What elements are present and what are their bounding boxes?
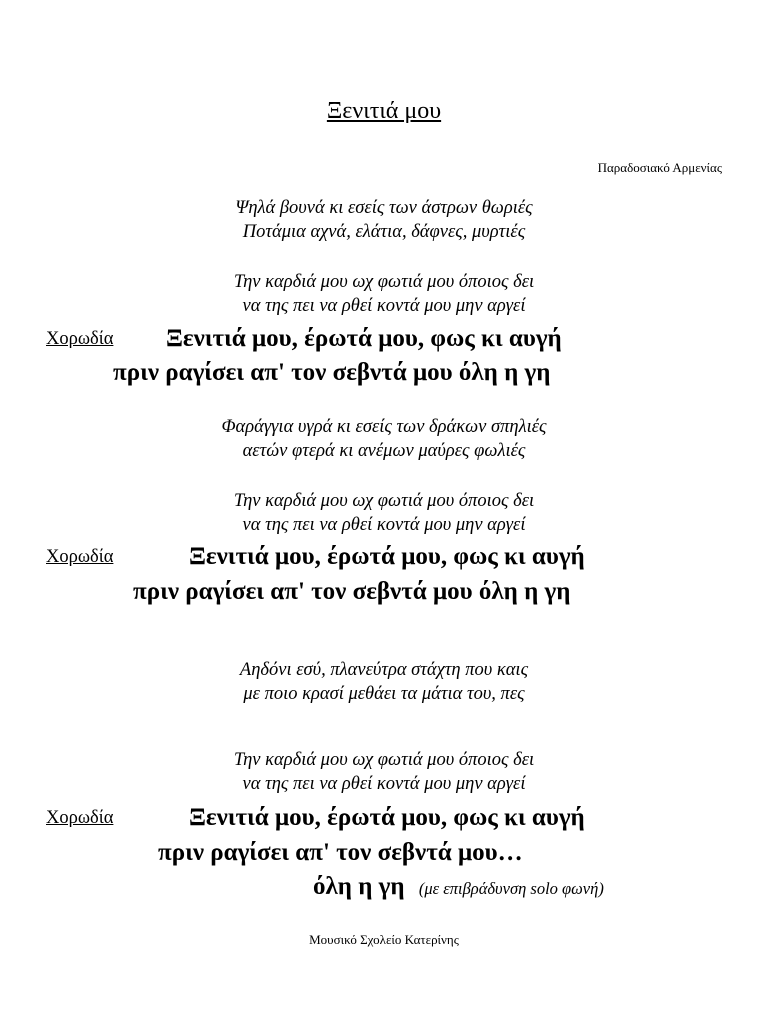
verse-1-line-2: Ποτάμια αχνά, ελάτια, δάφνες, μυρτιές: [242, 222, 526, 242]
refrain-1-line-2: να της πει να ρθεί κοντά μου μην αργεί: [242, 296, 526, 316]
verse-2-line-1: Φαράγγια υγρά κι εσείς των δράκων σπηλιές: [221, 417, 547, 437]
refrain-2: [0, 489, 768, 537]
footer-school: Μουσικό Σχολείο Κατερίνης: [309, 932, 459, 947]
final-chorus-line-3: [313, 871, 604, 905]
verse-1-line-1: Ψηλά βουνά κι εσείς των άστρων θωριές: [235, 198, 533, 218]
song-title: Ξενιτιά μου: [326, 98, 442, 124]
final-chorus-line-3-text: όλη η γη: [313, 873, 405, 900]
chorus-2-line-1: Ξενιτιά μου, έρωτά μου, φως κι αυγή: [189, 543, 585, 570]
refrain-2-line-2: να της πει να ρθεί κοντά μου μην αργεί: [242, 515, 526, 535]
final-chorus-line-1: Ξενιτιά μου, έρωτά μου, φως κι αυγή: [189, 804, 585, 831]
verse-3-line-2: με ποιο κρασί μεθάει τα μάτια του, πες: [243, 684, 525, 704]
refrain-3: [0, 748, 768, 796]
final-chorus-line-2: πριν ραγίσει απ' τον σεβντά μου…: [158, 839, 523, 866]
chorus-1-line-1: Ξενιτιά μου, έρωτά μου, φως κι αυγή: [166, 325, 562, 352]
chorus-label-2: Χορωδία: [46, 547, 114, 567]
verse-2: [0, 415, 768, 463]
verse-2-line-2: αετών φτερά κι ανέμων μαύρες φωλιές: [242, 441, 526, 461]
chorus-1-line-2: πριν ραγίσει απ' τον σεβντά μου όλη η γη: [113, 359, 551, 386]
final-chorus-note: (με επιβράδυνση solo φωνή): [418, 879, 604, 898]
chorus-label-3: Χορωδία: [46, 808, 114, 828]
refrain-1-line-1: Την καρδιά μου ωχ φωτιά μου όποιος δει: [233, 272, 535, 292]
verse-3-line-1: Αηδόνι εσύ, πλανεύτρα στάχτη που καις: [239, 660, 529, 680]
chorus-2-line-2: πριν ραγίσει απ' τον σεβντά μου όλη η γη: [133, 578, 571, 605]
verse-1: [0, 196, 768, 244]
refrain-3-line-1: Την καρδιά μου ωχ φωτιά μου όποιος δει: [233, 750, 535, 770]
verse-3: [0, 658, 768, 706]
refrain-1: [0, 270, 768, 318]
chorus-label-1: Χορωδία: [46, 329, 114, 349]
song-origin: Παραδοσιακό Αρμενίας: [597, 160, 722, 175]
refrain-3-line-2: να της πει να ρθεί κοντά μου μην αργεί: [242, 774, 526, 794]
refrain-2-line-1: Την καρδιά μου ωχ φωτιά μου όποιος δει: [233, 491, 535, 511]
